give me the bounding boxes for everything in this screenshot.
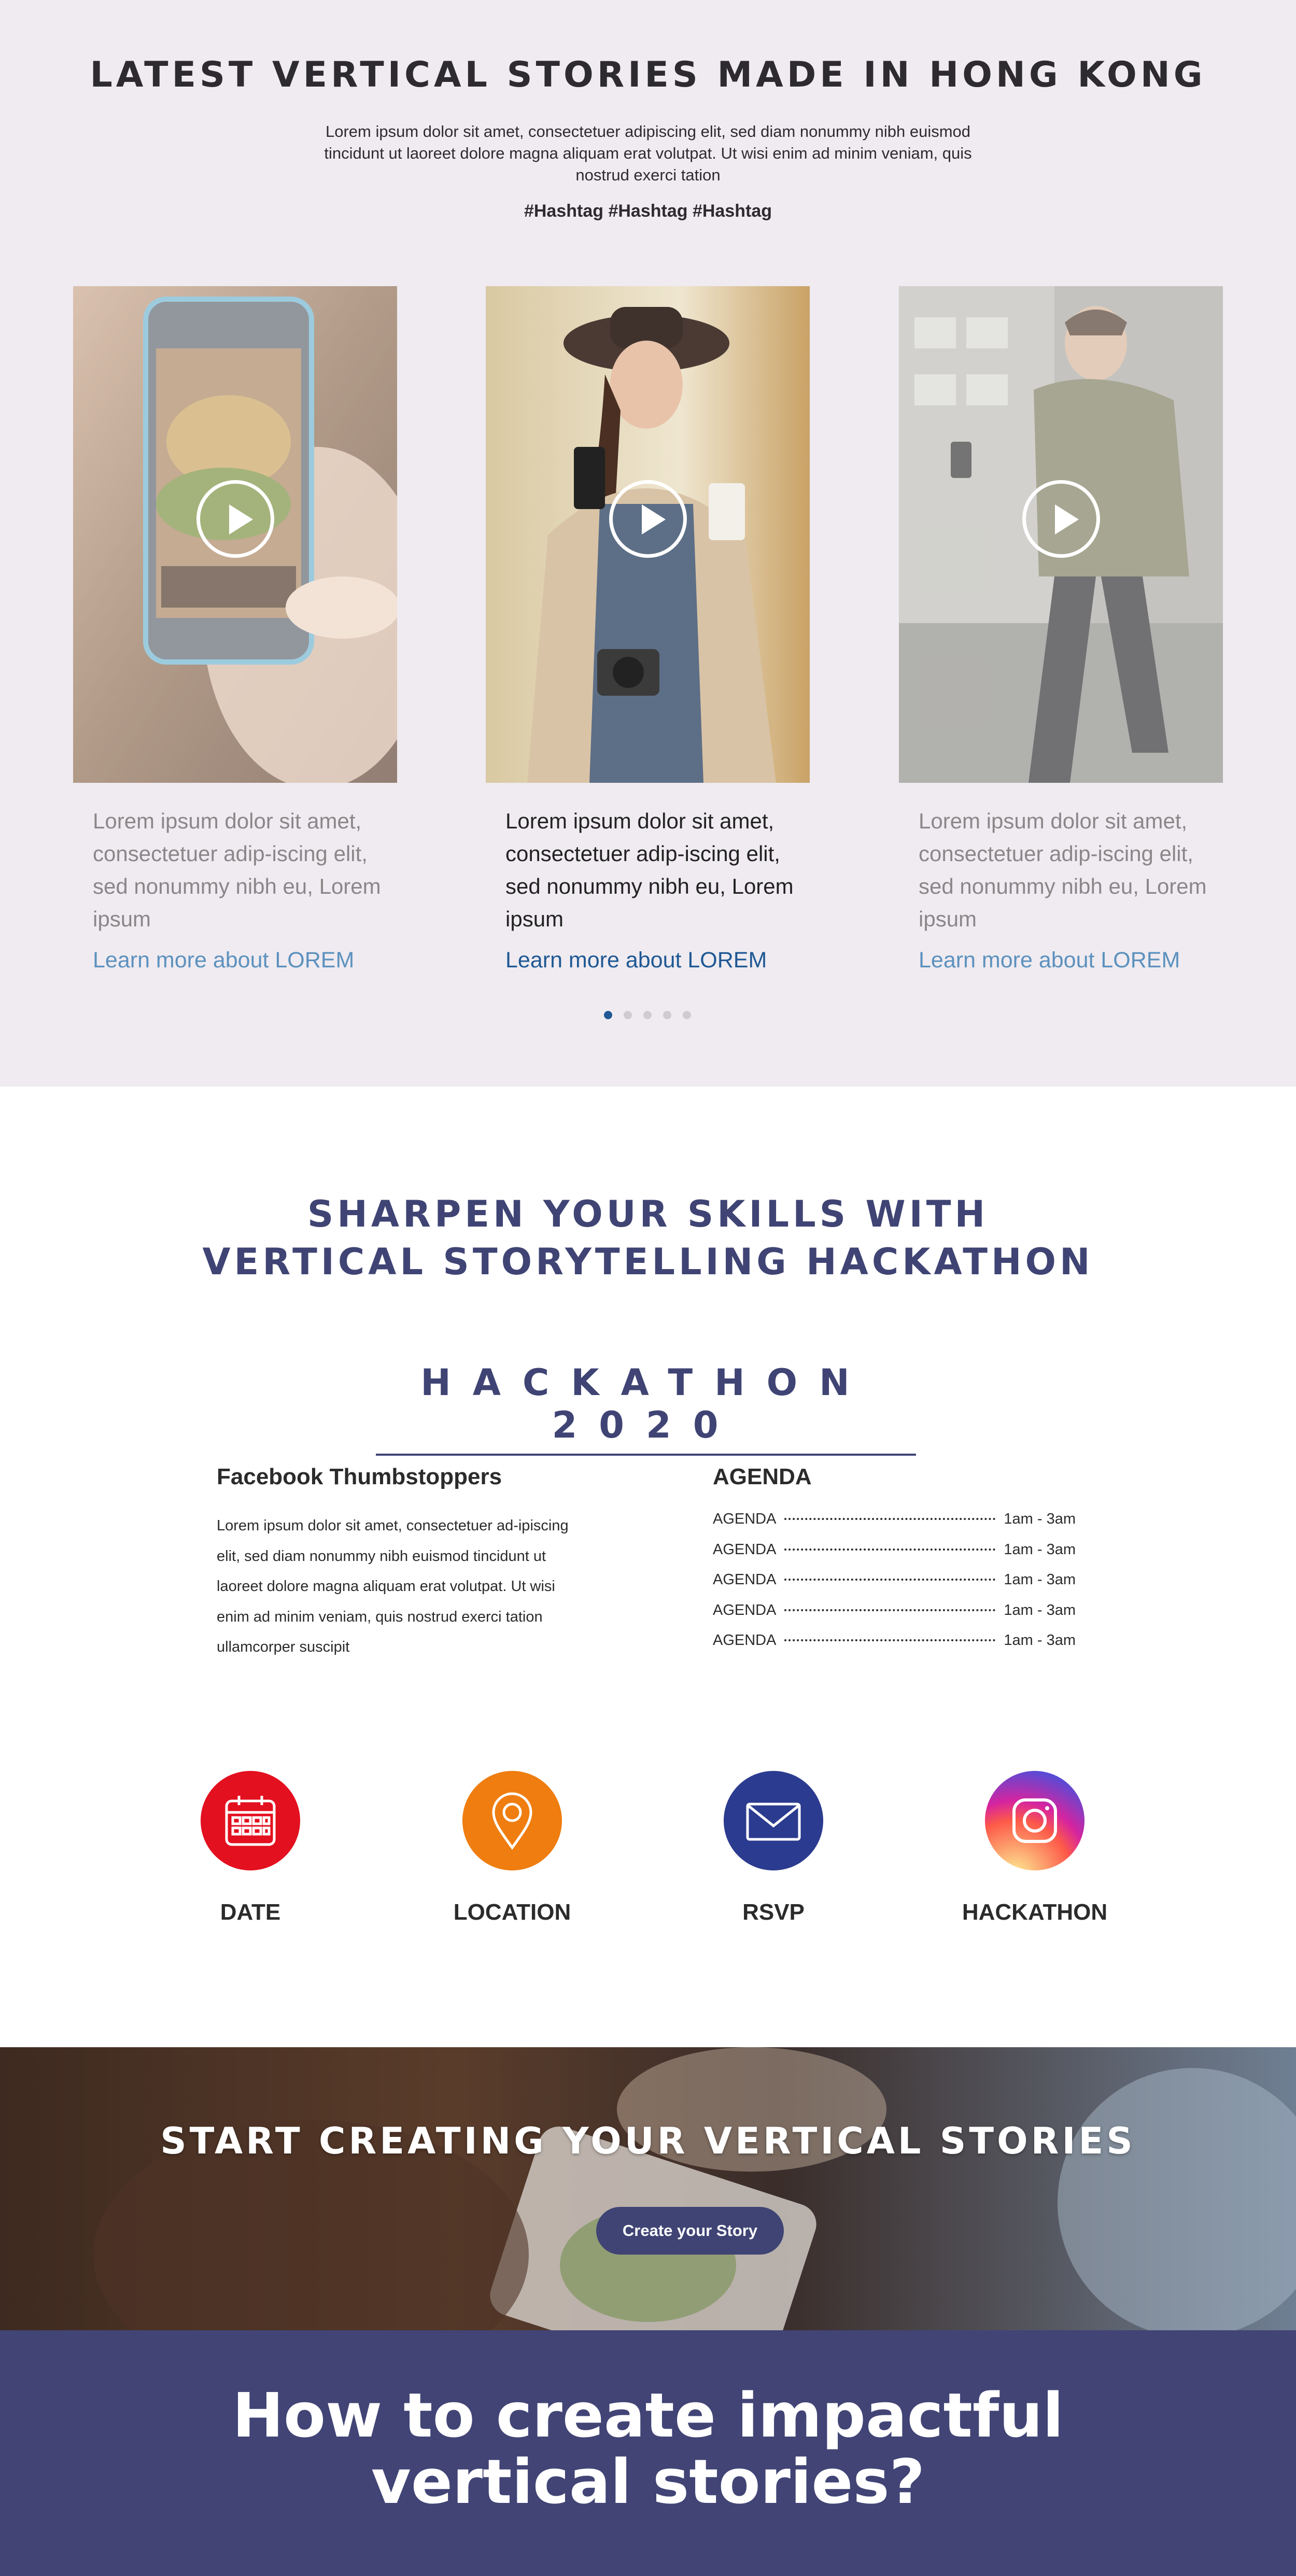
latest-stories-title: LATEST VERTICAL STORIES MADE IN HONG KONG (90, 54, 1206, 95)
info-label: LOCATION (453, 1899, 571, 1925)
play-button[interactable] (196, 480, 274, 558)
agenda-label: AGENDA (713, 1511, 777, 1527)
info-label: DATE (220, 1899, 281, 1925)
agenda-time: 1am - 3am (1004, 1511, 1076, 1527)
facebook-thumbstoppers-body: Lorem ipsum dolor sit amet, consectetuer ad-ipiscing elit, sed diam nonummy nibh euismod tincidunt ut laoreet dolore magna aliquam erat volutpat. Ut wisi enim ad minim veniam, quis nostrud exerci tation ullamcorper suscipit (217, 1517, 569, 1655)
agenda-heading: AGENDA (713, 1464, 812, 1489)
carousel-dot[interactable] (643, 1011, 652, 1019)
instagram-icon[interactable] (985, 1771, 1084, 1870)
story-thumbnail-woman[interactable] (486, 286, 810, 783)
info-hackathon[interactable] (931, 1771, 1138, 1925)
agenda-time: 1am - 3am (1004, 1601, 1076, 1618)
agenda-time: 1am - 3am (1004, 1541, 1076, 1558)
info-label: HACKATHON (962, 1899, 1108, 1925)
agenda-label: AGENDA (713, 1632, 777, 1649)
play-button[interactable] (609, 480, 687, 558)
cta-banner (0, 2047, 1296, 2330)
hashtags[interactable]: #Hashtag #Hashtag #Hashtag (524, 201, 772, 221)
create-story-button[interactable]: Create your Story (596, 2207, 784, 2255)
carousel-dot[interactable] (663, 1011, 671, 1019)
story-text: Lorem ipsum dolor sit amet, consectetuer adip-iscing elit, sed nonummy nibh eu, Lorem ipsum (93, 809, 381, 931)
learn-more-link[interactable]: Learn more about LOREM (919, 948, 1180, 973)
cta-background-photo (0, 2047, 1296, 2330)
info-date[interactable] (147, 1771, 354, 1925)
agenda-row (713, 1511, 1076, 1541)
agenda-list (713, 1511, 1076, 1663)
agenda-time: 1am - 3am (1004, 1571, 1076, 1588)
carousel-dots (604, 1011, 691, 1019)
story-card-3[interactable] (899, 286, 1223, 973)
calendar-icon[interactable] (201, 1771, 300, 1870)
latest-stories-section (0, 0, 1296, 1087)
learn-more-link[interactable]: Learn more about LOREM (505, 948, 767, 973)
hackathon-title-line2: VERTICAL STORYTELLING HACKATHON (202, 1241, 1094, 1283)
dotted-leader (784, 1609, 995, 1611)
hackathon-section (0, 1087, 1296, 2047)
agenda-row (713, 1571, 1076, 1602)
story-text: Lorem ipsum dolor sit amet, consectetuer adip-iscing elit, sed nonummy nibh eu, Lorem ipsum (919, 809, 1207, 931)
info-rsvp[interactable] (670, 1771, 877, 1925)
dotted-leader (784, 1579, 995, 1581)
cta-title: START CREATING YOUR VERTICAL STORIES (160, 2120, 1136, 2162)
agenda-row (713, 1602, 1076, 1632)
how-to-title-line1: How to create impactful (232, 2380, 1064, 2451)
how-to-section (0, 2330, 1296, 2576)
latest-stories-description: Lorem ipsum dolor sit amet, consectetuer adipiscing elit, sed diam nonummy nibh euismod tincidunt ut laoreet dolore magna aliquam erat volutpat. Ut wisi enim ad minim veniam, quis nostrud exerci tation (324, 122, 972, 184)
dotted-leader (784, 1639, 995, 1641)
play-button[interactable] (1022, 480, 1100, 558)
story-card-2[interactable] (486, 286, 810, 973)
learn-more-link[interactable]: Learn more about LOREM (93, 948, 355, 973)
info-label: RSVP (742, 1899, 805, 1925)
info-location[interactable] (408, 1771, 616, 1925)
how-to-title (0, 2382, 1296, 2515)
carousel-dot[interactable] (683, 1011, 691, 1019)
hackathon-title (0, 1190, 1296, 1286)
agenda-time: 1am - 3am (1004, 1632, 1076, 1649)
agenda-label: AGENDA (713, 1541, 777, 1558)
dotted-leader (784, 1549, 995, 1551)
story-thumbnail-man[interactable] (899, 286, 1223, 783)
location-pin-icon[interactable] (462, 1771, 562, 1870)
hackathon-subtitle: HACKATHON 2020 (376, 1361, 916, 1456)
dotted-leader (784, 1518, 995, 1520)
agenda-label: AGENDA (713, 1601, 777, 1618)
story-card-1[interactable] (73, 286, 397, 973)
agenda-row (713, 1541, 1076, 1572)
agenda-row (713, 1632, 1076, 1663)
hackathon-title-line1: SHARPEN YOUR SKILLS WITH (307, 1193, 989, 1235)
how-to-title-line2: vertical stories? (371, 2446, 925, 2517)
carousel-dot[interactable] (604, 1011, 612, 1019)
envelope-icon[interactable] (724, 1771, 823, 1870)
facebook-thumbstoppers-heading: Facebook Thumbstoppers (217, 1464, 502, 1489)
story-text: Lorem ipsum dolor sit amet, consectetuer adip-iscing elit, sed nonummy nibh eu, Lorem ipsum (505, 809, 794, 931)
story-thumbnail-food[interactable] (73, 286, 397, 783)
carousel-dot[interactable] (624, 1011, 632, 1019)
agenda-label: AGENDA (713, 1571, 777, 1588)
